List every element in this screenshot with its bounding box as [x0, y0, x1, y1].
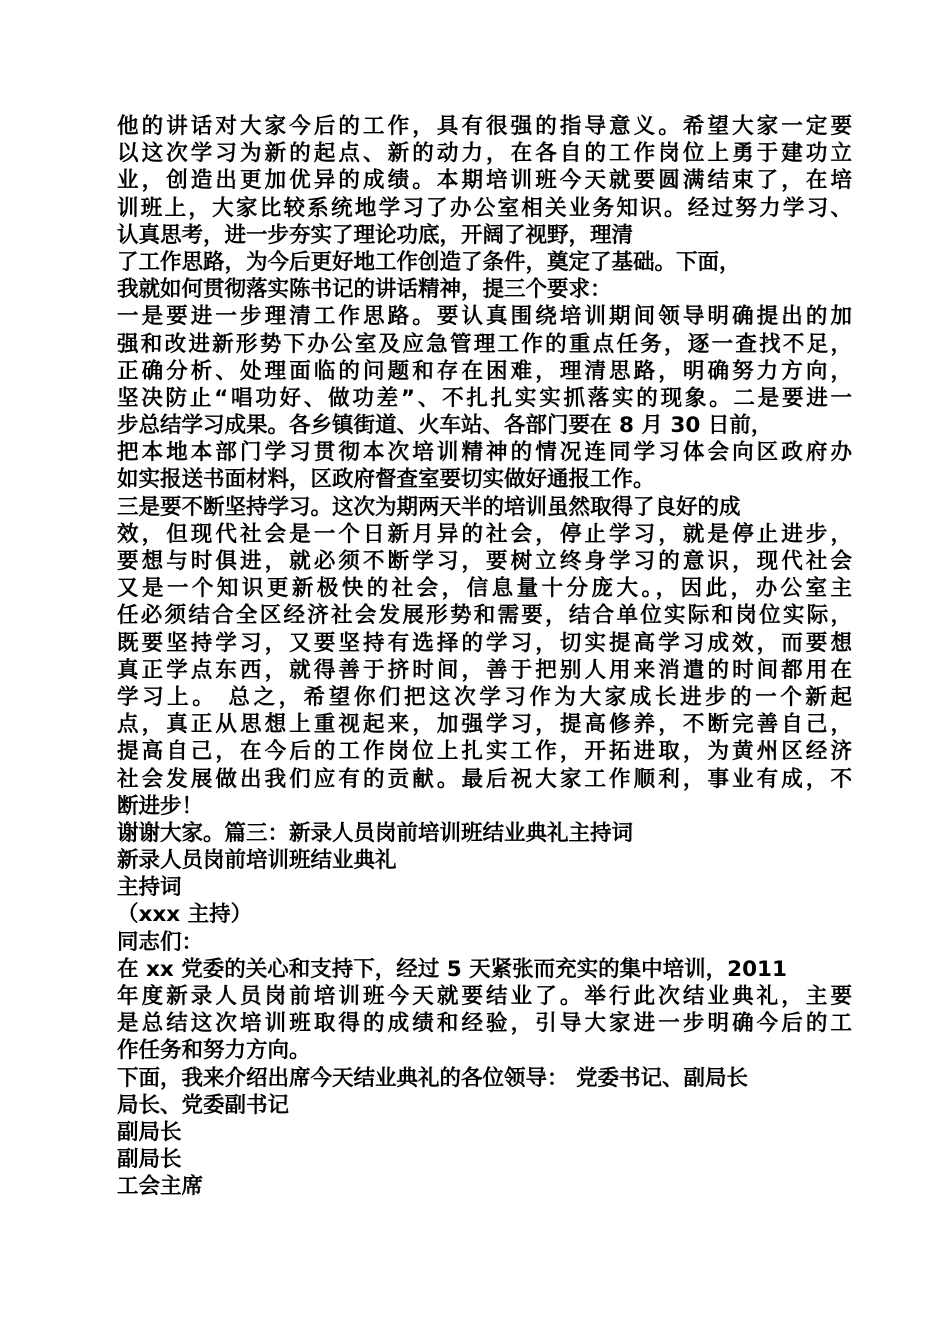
text-line: 局长、党委副书记 [117, 1092, 290, 1118]
text-line: 在 xx 党委的关心和支持下，经过 5 天紧张而充实的集中培训，2011 [117, 956, 787, 982]
text-line: 下面，我来介绍出席今天结业典礼的各位领导： 党委书记、副局长 [117, 1065, 748, 1091]
text-line: 坚决防止“唱功好、做功差”、不扎扎实实抓落实的现象。二是要进一 [117, 385, 852, 411]
text-line: 副局长 [117, 1119, 182, 1145]
text-line: 断进步！ [117, 793, 204, 819]
text-line: 工会主席 [117, 1174, 204, 1200]
text-line: 业，创造出更加优异的成绩。本期培训班今天就要圆满结束了，在培 [117, 168, 852, 194]
text-line: 真正学点东西，就得善于挤时间，善于把别人用来消遣的时间都用在 [117, 657, 852, 683]
text-line: 要想与时俱进，就必须不断学习，要树立终身学习的意识，现代社会 [117, 549, 852, 574]
text-line: 如实报送书面材料，区政府督查室要切实做好通报工作。 [117, 467, 655, 493]
text-line: 一是要进一步理清工作思路。要认真围绕培训期间领导明确提出的加 [117, 304, 852, 330]
text-line: 年度新录人员岗前培训班今天就要结业了。举行此次结业典礼，主要 [117, 984, 852, 1009]
text-line: 了工作思路，为今后更好地工作创造了条件，奠定了基础。下面， [117, 249, 741, 275]
text-line: 谢谢大家。篇三：新录人员岗前培训班结业典礼主持词 [117, 820, 634, 846]
text-line: 步总结学习成果。各乡镇街道、火车站、各部门要在 8 月 30 日前， [117, 413, 773, 439]
text-line: 又是一个知识更新极快的社会，信息量十分庞大。，因此，办公室主 [117, 576, 852, 602]
text-line: 学习上。 总之，希望你们把这次学习作为大家成长进步的一个新起 [117, 684, 852, 710]
text-line: （xxx 主持） [117, 902, 253, 928]
text-line: 三是要不断坚持学习。这次为期两天半的培训虽然取得了良好的成 [117, 494, 741, 520]
text-line: 新录人员岗前培训班结业典礼 [117, 848, 397, 874]
text-line: 是总结这次培训班取得的成绩和经验，引导大家进一步明确今后的工 [117, 1011, 852, 1037]
text-line: 任必须结合全区经济社会发展形势和需要，结合单位实际和岗位实际， [117, 603, 852, 629]
text-line: 我就如何贯彻落实陈书记的讲话精神，提三个要求： [117, 277, 612, 303]
text-line: 把本地本部门学习贯彻本次培训精神的情况连同学习体会向区政府办 [117, 440, 852, 466]
text-line: 他的讲话对大家今后的工作，具有很强的指导意义。希望大家一定要 [117, 114, 852, 139]
text-line: 点，真正从思想上重视起来，加强学习，提高修养，不断完善自己， [117, 712, 852, 738]
text-line: 社会发展做出我们应有的贡献。最后祝大家工作顺利，事业有成，不 [117, 766, 852, 792]
text-line: 提高自己，在今后的工作岗位上扎实工作，开拓进取，为黄州区经济 [117, 739, 852, 765]
body-text [117, 113, 852, 1201]
text-line: 强和改进新形势下办公室及应急管理工作的重点任务，逐一查找不足， [117, 331, 852, 357]
text-line: 训班上，大家比较系统地学习了办公室相关业务知识。经过努力学习、 [117, 195, 852, 221]
text-line: 以这次学习为新的起点、新的动力，在各自的工作岗位上勇于建功立 [117, 141, 852, 167]
text-line: 作任务和努力方向。 [117, 1038, 311, 1064]
text-line: 认真思考，进一步夯实了理论功底，开阔了视野，理清 [117, 222, 634, 248]
text-line: 主持词 [117, 875, 182, 901]
text-line: 同志们： [117, 929, 204, 955]
text-line: 效，但现代社会是一个日新月异的社会，停止学习，就是停止进步， [117, 521, 852, 547]
text-line: 既要坚持学习，又要坚持有选择的学习，切实提高学习成效，而要想 [117, 630, 852, 656]
text-line: 副局长 [117, 1147, 182, 1173]
text-line: 正确分析、处理面临的问题和存在困难，理清思路，明确努力方向， [117, 358, 852, 384]
